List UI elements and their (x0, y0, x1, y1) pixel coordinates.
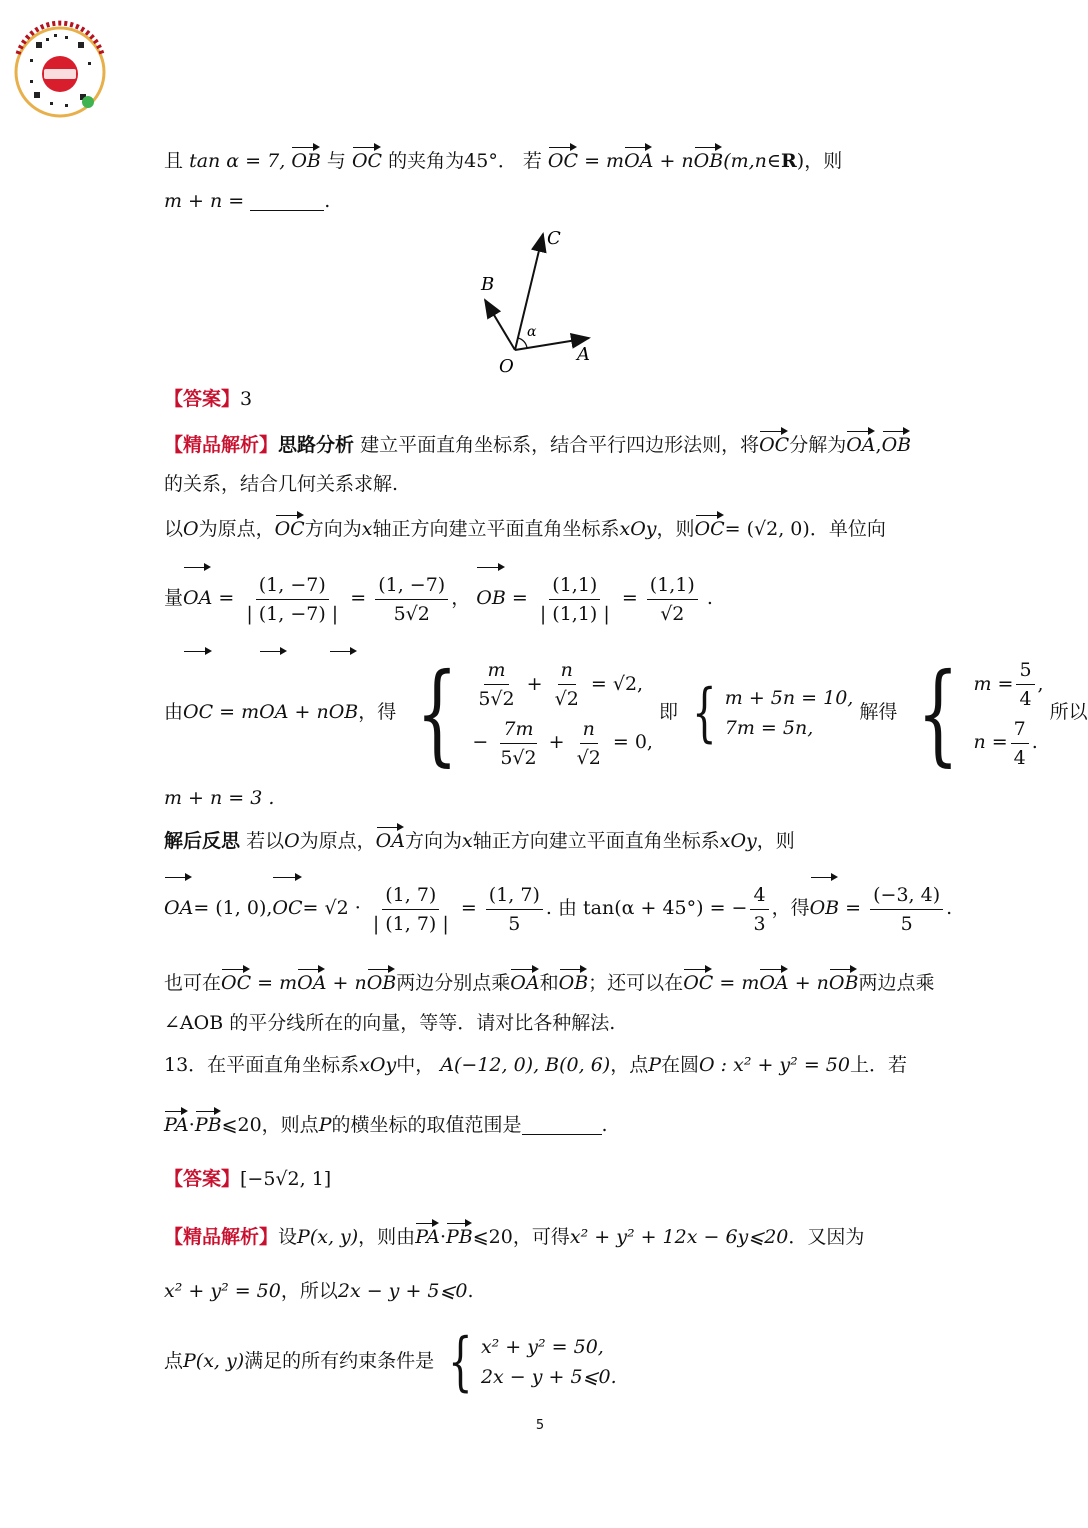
equals: = (584, 150, 600, 172)
oc-value: = (√2, 0) (724, 518, 810, 540)
vector-diagram (455, 222, 615, 382)
reflection-line2: OA= (1, 0),OC= √2 · $\frac{(1, 7)}{| (1, 7) |}$ = $\frac{(1, 7)}{5}$ . 由 tan(α + 45°) = − $\frac{4}{3}$ ，得OB = $\frac{(-3, 4)}{5}$ . (164, 876, 952, 938)
vector-OC: OC (695, 514, 725, 542)
var-m: m (606, 150, 625, 172)
plus: + (659, 150, 676, 172)
answer-label: 【答案】 (164, 388, 241, 410)
reflection-line3: 也可在OC = mOA + nOB两边分别点乘OA和OB；还可以在OC = mOA + nOB两边点乘 (164, 968, 934, 996)
analysis-label: 【精品解析】 (164, 434, 279, 456)
answer-blank (522, 1116, 602, 1135)
vector-OB: OB (476, 566, 506, 628)
fraction: $\frac{(1,1)}{| (1,1) |}$ (537, 571, 613, 628)
text: 建立平面直角坐标系，结合平行四边形法则，将 (360, 434, 760, 456)
period: . (324, 190, 331, 212)
text: 分解为 (789, 434, 847, 456)
text: 量 (164, 587, 184, 609)
text: 为原点， (198, 518, 275, 540)
text: 与 (326, 150, 346, 172)
logo-stamp (10, 14, 110, 118)
tan-expression: tan α = 7, (189, 150, 286, 172)
vector-OC: OC (275, 514, 305, 542)
analysis13-line1: 【精品解析】设P(x, y)，则由PA·PB⩽20，可得x² + y² + 12x − 6y⩽20．又因为 (164, 1222, 864, 1250)
vector-OA: OA (259, 650, 288, 772)
problem13-line1: 13．在平面直角坐标系xOy中， A(−12, 0), B(0, 6)，点P在圆O : x² + y² = 50上．若 (164, 1054, 907, 1076)
text: , (875, 434, 882, 456)
vector-OC: OC (352, 146, 382, 174)
system-3: { m = $\frac{5}{4}$ , n = $\frac{7}{4}$ . (917, 649, 1044, 777)
vector-OA: OA (183, 566, 212, 628)
text: 的关系，结合几何关系求解. (164, 473, 399, 495)
analysis13-line3: 点P(x, y)满足的所有约束条件是 { x² + y² = 50, 2x − y + 5⩽0. (164, 1325, 617, 1399)
vector-OA: OA (624, 146, 653, 174)
vector-OB: OB (329, 650, 359, 772)
vector-OB: OB (882, 430, 912, 458)
problem12-line1 (164, 146, 842, 174)
label-A: A (577, 344, 590, 365)
angle-arc (518, 338, 527, 348)
answer13 (164, 1166, 331, 1192)
reflection-label: 解后反思 (164, 830, 241, 852)
var-O: O (183, 518, 199, 540)
label-B: B (481, 274, 495, 295)
analysis12-result: m + n = 3 . (164, 787, 275, 809)
text: 轴正方向建立平面直角坐标系 (372, 518, 620, 540)
vector-OC: OC (183, 650, 213, 772)
var-x: x (361, 518, 373, 540)
vector-OC: OC (272, 876, 302, 938)
answer-value: [−5√2, 1] (240, 1168, 332, 1190)
fraction: $\frac{(1,1)}{√2}$ (647, 571, 698, 628)
analysis12-line2 (164, 471, 398, 497)
reals-symbol: R (780, 150, 797, 172)
vector-OA: OA (846, 430, 875, 458)
analysis12-line5: 由OC = mOA + nOB，得 { $\frac{m}{5√2}$ + $\frac{n}{√2}$ = √2, − $\frac{7m}{5√2}$ + $\frac{n}{√2}$ = 0, 即 { m + 5n = 10, 7m = 5n, 解得 { m = $\frac{5}{4}$ , n = $\frac{7}{4}$ . 所以 (164, 649, 1088, 777)
analysis13-line2: x² + y² = 50，所以2x − y + 5⩽0. (164, 1280, 474, 1302)
vector-OC: OC (548, 146, 578, 174)
label-alpha: α (527, 324, 537, 340)
text: 且 (164, 150, 184, 172)
text: ，则 (656, 518, 695, 540)
vector-OC: OC (759, 430, 789, 458)
analysis12-line1 (164, 430, 911, 458)
subheading: 思路分析 (278, 434, 355, 456)
analysis12-line3 (164, 514, 886, 542)
text: 的夹角为45°． 若 (388, 150, 542, 172)
reflection-line1: 解后反思 若以O为原点，OA方向为x轴正方向建立平面直角坐标系xOy，则 (164, 826, 795, 854)
vector-OB: OB (810, 876, 840, 938)
answer-blank (250, 192, 324, 211)
text: 以 (164, 518, 184, 540)
system-4: { x² + y² = 50, 2x − y + 5⩽0. (448, 1325, 617, 1399)
answer-value: 3 (240, 388, 253, 410)
answer-label: 【答案】 (164, 1168, 241, 1190)
expression: m + n = (164, 190, 245, 212)
problem12-line2 (164, 188, 330, 214)
text: ．单位向 (809, 518, 886, 540)
condition: (m,n∈ (723, 150, 781, 172)
analysis-label: 【精品解析】 (164, 1226, 279, 1248)
fraction: $\frac{(1, -7)}{| (1, -7) |}$ (243, 571, 341, 628)
analysis12-line4: 量OA = $\frac{(1, -7)}{| (1, -7) |}$ = $\frac{(1, -7)}{5√2}$ ， OB = $\frac{(1,1)}{| (1,1) |}$ = $\frac{(1,1)}{√2}$ . (164, 566, 713, 628)
system-1: { $\frac{m}{5√2}$ + $\frac{n}{√2}$ = √2, − $\frac{7m}{5√2}$ + $\frac{n}{√2}$ = 0, (416, 649, 653, 777)
vector-OB: OB (694, 146, 724, 174)
vector-OA: OA (164, 876, 193, 938)
ray-OB (485, 300, 515, 350)
fraction: $\frac{(1, -7)}{5√2}$ (375, 571, 448, 628)
answer12 (164, 386, 252, 412)
label-O: O (499, 356, 514, 377)
system-2: { m + 5n = 10, 7m = 5n, (692, 676, 854, 750)
text: )，则 (796, 150, 843, 172)
var-n: n (681, 150, 694, 172)
label-C: C (547, 228, 561, 249)
var-xOy: xOy (619, 518, 657, 540)
text: 方向为 (304, 518, 362, 540)
problem13-line2: PA·PB⩽20，则点P的横坐标的取值范围是 . (164, 1110, 608, 1138)
vector-OB: OB (291, 146, 321, 174)
vector-OA: OA (376, 826, 405, 854)
page-number: 5 (535, 1418, 545, 1433)
reflection-line4: ∠AOB 的平分线所在的向量，等等．请对比各种解法. (164, 1012, 616, 1034)
